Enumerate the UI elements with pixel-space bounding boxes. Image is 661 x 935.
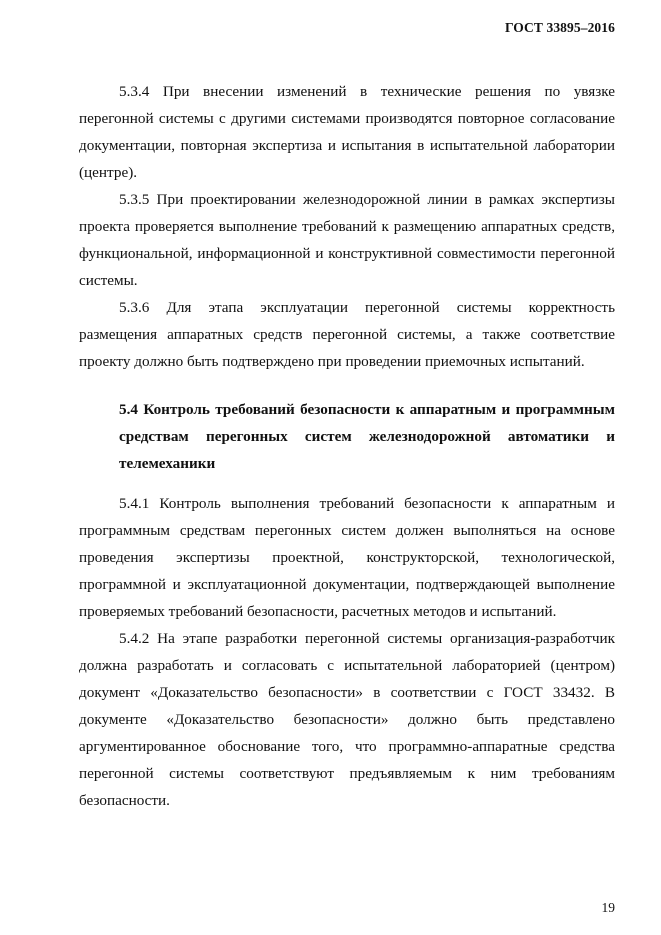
section-heading-5-4: 5.4 Контроль требований безопасности к аппаратным и программным средствам перегонных систем железнодорожной автоматики и телемеханики: [119, 401, 615, 472]
paragraph-5-3-6: 5.3.6 Для этапа эксплуатации перегонной системы корректность размещения аппаратных средств перегонной системы, а также соответствие проекту должно быть подтверждено при проведении приемочных испытаний.: [79, 299, 615, 370]
paragraph-5-3-5: 5.3.5 При проектировании железнодорожной линии в рамках экспертизы проекта проверяется выполнение требований к размещению аппаратных средств, функциональной, информационной и конструктивной совместимости перегонной системы.: [79, 191, 615, 289]
document-body: [79, 78, 615, 814]
paragraph-5-4-2: 5.4.2 На этапе разработки перегонной системы организация-разработчик должна разработать и согласовать с испытательной лабораторией (центром) документ «Доказательство безопасности» в соответствии с ГОСТ 33432. В документе «Доказательство безопасности» должно быть представлено аргументированное обоснование того, что программно-аппаратные средства перегонной системы соответствуют предъявляемым к ним требованиям безопасности.: [79, 630, 615, 809]
paragraph-5-3-4: 5.3.4 При внесении изменений в технические решения по увязке перегонной системы с другими системами производятся повторное согласование документации, повторная экспертиза и испытания в испытательной лаборатории (центре).: [79, 83, 615, 181]
document-code-header: ГОСТ 33895–2016: [504, 20, 615, 35]
paragraph-5-4-1: 5.4.1 Контроль выполнения требований безопасности к аппаратным и программным средствам перегонных систем должен выполняться на основе проведения экспертизы проектной, конструкторской, технологической, программной и эксплуатационной документации, подтверждающей выполнение проверяемых требований безопасности, расчетных методов и испытаний.: [79, 495, 615, 620]
page-number: 19: [601, 900, 615, 915]
